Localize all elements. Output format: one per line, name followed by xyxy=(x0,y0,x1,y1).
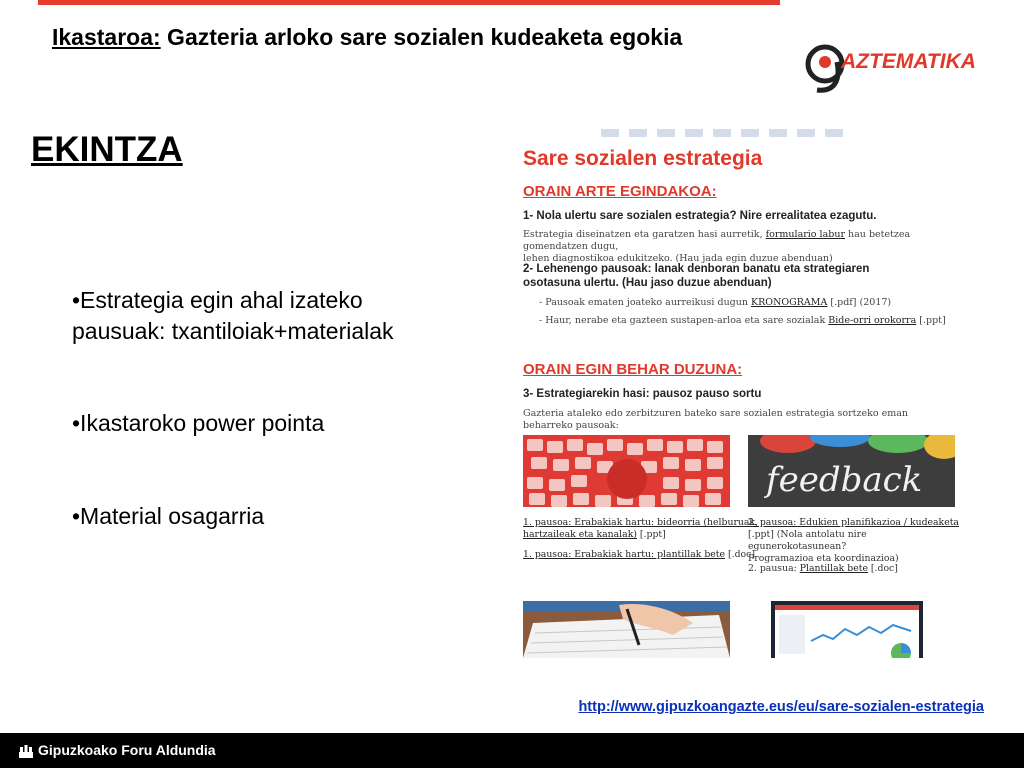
doc-step-3-text: Gazteria ataleko edo zerbitzuren bateko sare sozialen estrategia sortzeko eman beharreko pausoak: xyxy=(523,408,908,431)
course-name: Gazteria arloko sare sozialen kudeaketa egokia xyxy=(160,24,683,50)
doc-step-1: 1- Nola ulertu sare sozialen estrategia? Nire errealitatea ezagutu. xyxy=(523,210,877,222)
doc-step-3: 3- Estrategiarekin hasi: pausoz pauso sortu xyxy=(523,388,762,400)
svg-text:AZTEMATIKA: AZTEMATIKA xyxy=(841,50,976,73)
step2-plantillak-link[interactable]: Plantillak bete xyxy=(799,563,868,574)
kronograma-link[interactable]: KRONOGRAMA xyxy=(751,297,828,308)
source-url-link[interactable]: http://www.gipuzkoangazte.eus/eu/sare-sozialen-estrategia xyxy=(578,699,984,715)
crown-icon xyxy=(18,743,34,759)
course-label: Ikastaroa: xyxy=(52,24,161,50)
webpage-screenshot xyxy=(513,125,965,665)
doc-list-item: - Pausoak ematen joateko aurreikusi dugun KRONOGRAMA [.pdf] (2017) xyxy=(539,297,892,308)
step1-caption: 1. pausoa: Erabakiak hartu: bideorria (helburuak, hartzaileak eta kanalak) [.ppt] xyxy=(523,517,759,540)
analytics-screen-image xyxy=(771,601,923,658)
feedback-chalkboard-image xyxy=(748,435,955,507)
bide-orri-link[interactable]: Bide-orri orokorra xyxy=(828,315,917,326)
doc-step-2: 2- Lehenengo pausoak: lanak denboran banatu eta strategiaren osotasuna ulertu. (Hau jaso duzue abenduan) xyxy=(523,263,870,289)
footer-org-name: Gipuzkoako Foru Aldundia xyxy=(38,742,216,758)
step2b-caption: 2. pausua: Plantillak bete [.doc] xyxy=(748,563,898,574)
footer-bar xyxy=(0,733,1024,768)
doc-title: Sare sozialen estrategia xyxy=(523,147,763,170)
writing-hand-image xyxy=(523,601,730,658)
course-title xyxy=(52,24,682,51)
bullet-item: •Material osagarria xyxy=(72,503,265,529)
doc-list-item: - Haur, nerabe eta gazteen sustapen-arloa eta sare sozialak Bide-orri orokorra [.ppt] xyxy=(539,315,946,326)
top-accent-bar xyxy=(38,0,780,5)
bullet-item: •Ikastaroko power pointa xyxy=(72,410,325,436)
step1-bideorria-link[interactable]: 1. pausoa: Erabakiak hartu: bideorria (helburuak, xyxy=(523,517,759,528)
section-title: EKINTZA xyxy=(31,130,183,169)
bullet-item-continuation: pausuak: txantiloiak+materialak xyxy=(72,318,394,344)
feedback-chalk-text: feedback xyxy=(766,460,923,500)
doc-heading-todo: ORAIN EGIN BEHAR DUZUNA: xyxy=(523,361,743,378)
bullet-item: •Estrategia egin ahal izateko xyxy=(72,287,363,313)
step2-planifikazioa-link[interactable]: 2. pausoa: Edukien planifikazioa / kudeaketa xyxy=(748,517,959,528)
step1-plantillak-link[interactable]: 1. pausoa: Erabakiak hartu: plantillak bete xyxy=(523,549,726,560)
form-link[interactable]: formulario labur xyxy=(765,229,845,240)
doc-step-1-text: Estrategia diseinatzen eta garatzen hasi aurretik, formulario labur hau betetzea gomendatzen dugu, lehen diagnostikoa edukitzeko. (Hau jada egin duzue abenduan) xyxy=(523,229,911,264)
gaztematika-logo xyxy=(803,38,988,94)
step2-caption: 2. pausoa: Edukien planifikazioa / kudeaketa [.ppt] (Nola antolatu nire egunerokotasunean? Programazioa eta koordinazioa) xyxy=(748,517,959,564)
step1b-caption: 1. pausoa: Erabakiak hartu: plantillak bete [.doc] xyxy=(523,549,755,560)
doc-top-strip xyxy=(601,129,851,137)
doc-heading-done: ORAIN ARTE EGINDAKOA: xyxy=(523,183,717,200)
faces-grid-image xyxy=(523,435,730,507)
